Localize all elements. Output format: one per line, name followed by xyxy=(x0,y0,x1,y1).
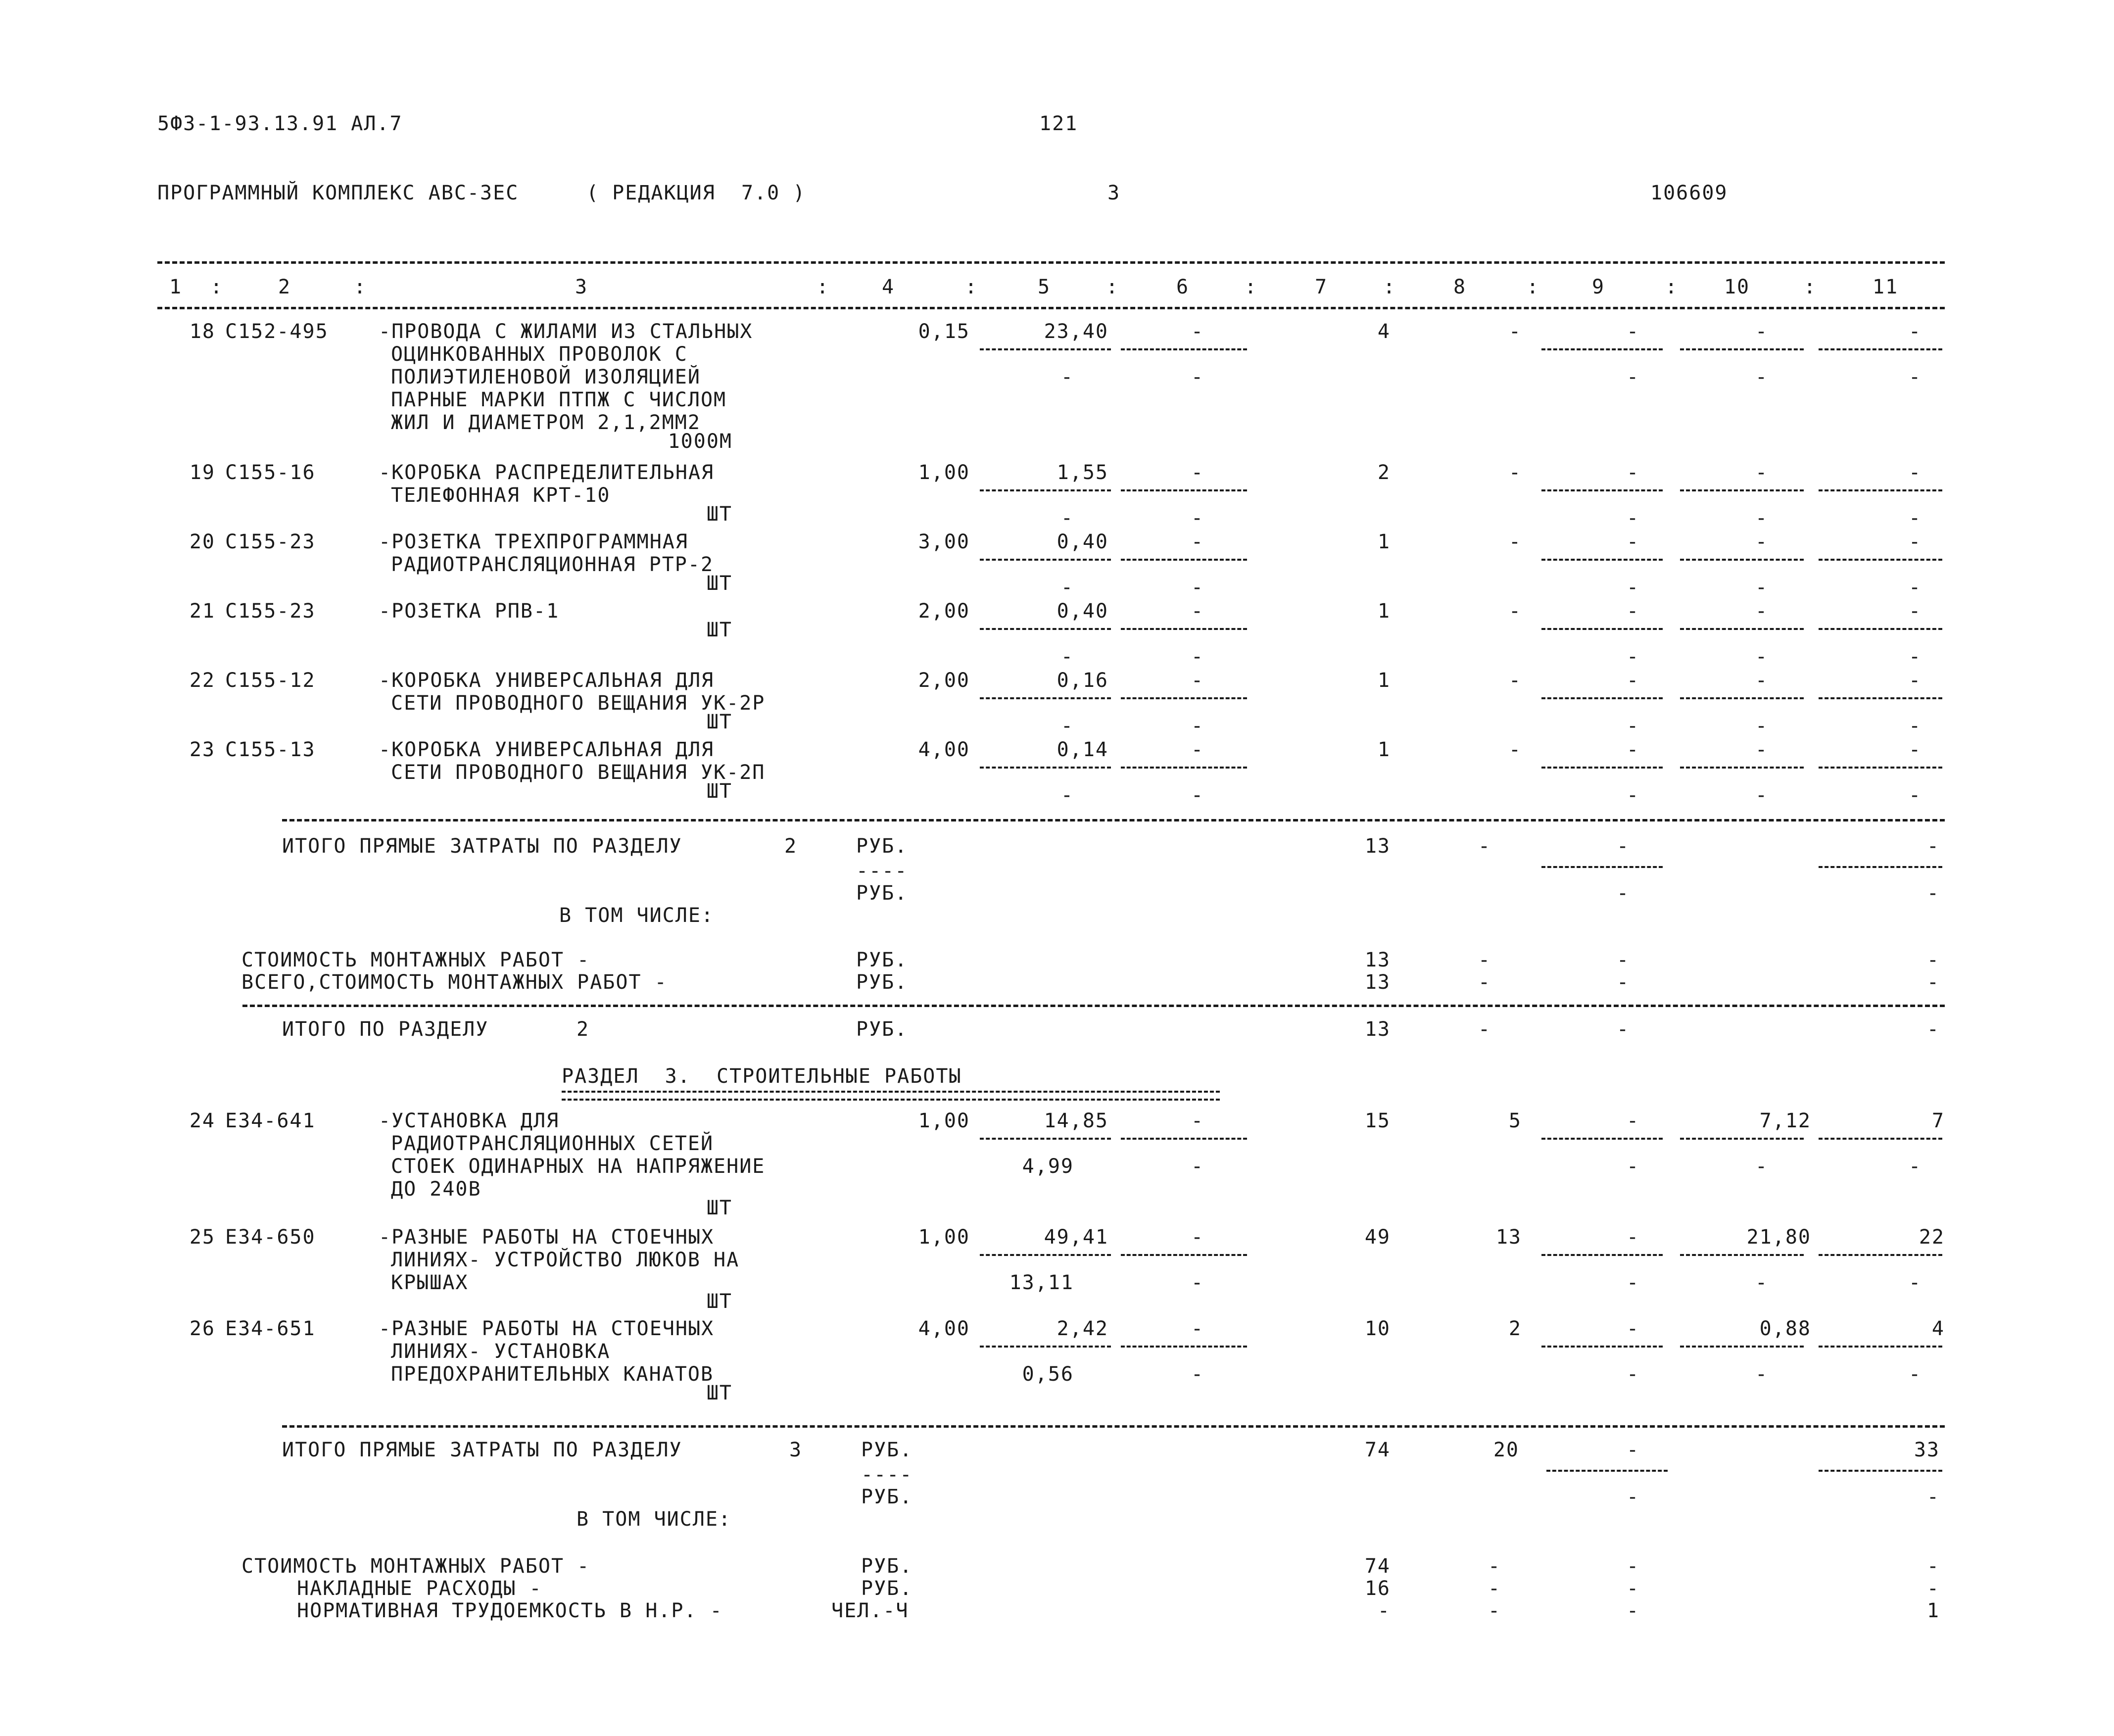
total-3-including: В ТОМ ЧИСЛЕ: xyxy=(577,1508,731,1531)
row-col9: - xyxy=(1626,461,1640,484)
row-col10: - xyxy=(1755,600,1769,623)
row-col11-b: - xyxy=(1908,645,1922,668)
cell-separator xyxy=(1541,697,1663,699)
row-description-line: ПАРНЫЕ МАРКИ ПТПЖ С ЧИСЛОМ xyxy=(391,388,727,411)
row-quantity: 1,00 xyxy=(918,461,970,484)
row-col5-b: 13,11 xyxy=(1009,1271,1074,1294)
row-col10: 7,12 xyxy=(1759,1109,1811,1132)
row-col7: 10 xyxy=(1364,1317,1391,1340)
row-description-line: -УСТАНОВКА ДЛЯ xyxy=(379,1109,560,1132)
row-number: 21 xyxy=(189,600,215,623)
col-head-8: 8 xyxy=(1453,276,1467,298)
document-id: 106609 xyxy=(1650,182,1728,204)
row-col11: 7 xyxy=(1931,1109,1945,1132)
total-2-col11: - xyxy=(1926,835,1940,858)
cell-separator xyxy=(1541,628,1663,630)
row-col5: 1,55 xyxy=(1057,461,1108,484)
cell-separator xyxy=(980,1138,1111,1140)
program-name: ПРОГРАММНЫЙ КОМПЛЕКС АВС-3ЕС xyxy=(157,182,519,204)
row-col8: - xyxy=(1508,669,1522,692)
cell-separator xyxy=(1680,559,1804,561)
cell-separator xyxy=(980,559,1111,561)
row-col11: 4 xyxy=(1931,1317,1945,1340)
row-col10-b: - xyxy=(1755,576,1769,599)
cell-separator xyxy=(1541,559,1663,561)
cell-separator xyxy=(1121,628,1247,630)
row-col6-b: - xyxy=(1191,715,1204,737)
row-col11-b: - xyxy=(1908,576,1922,599)
total-2-col8: - xyxy=(1478,835,1491,858)
row-col10: - xyxy=(1755,461,1769,484)
row-quantity: 4,00 xyxy=(918,738,970,761)
row-description-line: РАДИОТРАНСЛЯЦИОННАЯ РТР-2 xyxy=(391,553,714,576)
total-2-unit-sep: ---- xyxy=(856,860,908,882)
row-col8: - xyxy=(1508,320,1522,343)
row-description-line: -РОЗЕТКА РПВ-1 xyxy=(379,600,560,623)
row-unit: ШТ xyxy=(706,572,732,595)
row-col6-b: - xyxy=(1191,576,1204,599)
row-col11: - xyxy=(1908,320,1922,343)
cell-separator xyxy=(1541,489,1663,491)
row-description-line: СЕТИ ПРОВОДНОГО ВЕЩАНИЯ УК-2П xyxy=(391,761,766,784)
row-description-line: -РОЗЕТКА ТРЕХПРОГРАММНАЯ xyxy=(379,530,688,553)
cell-separator xyxy=(1819,767,1942,769)
col-head-1: 1 xyxy=(169,276,183,298)
row-col5-b: - xyxy=(1060,366,1074,388)
row-quantity: 0,15 xyxy=(918,320,970,343)
row-code: С155-23 xyxy=(225,530,316,553)
row-quantity: 4,00 xyxy=(918,1317,970,1340)
cell-separator xyxy=(980,1346,1111,1348)
row-col9: - xyxy=(1626,669,1640,692)
cell-separator xyxy=(1680,348,1804,350)
row-col6: - xyxy=(1191,669,1204,692)
row-unit: ШТ xyxy=(706,780,732,803)
row-col9-b: - xyxy=(1626,366,1640,388)
row-col8: - xyxy=(1508,600,1522,623)
section-number: 3 xyxy=(1107,182,1121,204)
cell-separator xyxy=(980,489,1111,491)
row-col10-b: - xyxy=(1755,645,1769,668)
total-2-including: В ТОМ ЧИСЛЕ: xyxy=(559,904,714,927)
row-col9: - xyxy=(1626,738,1640,761)
cell-separator xyxy=(1819,559,1942,561)
row-col9: - xyxy=(1626,1317,1640,1340)
row-col6-b: - xyxy=(1191,507,1204,530)
col-head-11: 11 xyxy=(1872,276,1899,298)
row-col5-b: - xyxy=(1060,576,1074,599)
row-col5-b: - xyxy=(1060,507,1074,530)
row-col9: - xyxy=(1626,320,1640,343)
total-2-line-1-label: СТОИМОСТЬ МОНТАЖНЫХ РАБОТ - xyxy=(241,949,590,971)
row-col6: - xyxy=(1191,461,1204,484)
row-code: С152-495 xyxy=(225,320,329,343)
total-3-unit: РУБ. xyxy=(861,1439,913,1461)
cell-separator xyxy=(1541,767,1663,769)
cell-separator xyxy=(1680,1138,1804,1140)
row-col9-b: - xyxy=(1626,1155,1640,1178)
total-3-rule xyxy=(282,1425,1945,1428)
cell-separator xyxy=(1819,489,1942,491)
row-col10: - xyxy=(1755,530,1769,553)
cell-separator xyxy=(1819,697,1942,699)
row-number: 24 xyxy=(189,1109,215,1132)
total-2-col9: - xyxy=(1616,835,1630,858)
row-col6: - xyxy=(1191,1226,1204,1249)
row-description-line: ОЦИНКОВАННЫХ ПРОВОЛОК С xyxy=(391,343,688,366)
total-2-unit-2: РУБ. xyxy=(856,882,908,905)
row-col10: - xyxy=(1755,669,1769,692)
row-col6: - xyxy=(1191,1109,1204,1132)
cell-separator xyxy=(980,628,1111,630)
cell-separator xyxy=(1819,1138,1942,1140)
row-col11: - xyxy=(1908,461,1922,484)
cell-separator xyxy=(1121,767,1247,769)
row-col6: - xyxy=(1191,320,1204,343)
row-col8: - xyxy=(1508,530,1522,553)
row-col5: 0,40 xyxy=(1057,530,1108,553)
row-col5-b: - xyxy=(1060,715,1074,737)
row-col5: 0,14 xyxy=(1057,738,1108,761)
total-2-sum-label: ИТОГО ПО РАЗДЕЛУ xyxy=(282,1018,489,1041)
cell-separator xyxy=(1680,1254,1804,1256)
row-unit: ШТ xyxy=(706,619,732,641)
row-code: С155-23 xyxy=(225,600,316,623)
row-description-line: СТОЕК ОДИНАРНЫХ НА НАПРЯЖЕНИЕ xyxy=(391,1155,766,1178)
cell-separator xyxy=(1680,489,1804,491)
row-col10-b: - xyxy=(1755,1363,1769,1386)
section-3-title: РАЗДЕЛ 3. СТРОИТЕЛЬНЫЕ РАБОТЫ xyxy=(562,1065,962,1088)
row-col10: - xyxy=(1755,738,1769,761)
row-description-line: -КОРОБКА РАСПРЕДЕЛИТЕЛЬНАЯ xyxy=(379,461,715,484)
row-col11-b: - xyxy=(1908,1155,1922,1178)
row-code: С155-12 xyxy=(225,669,316,692)
total-2-col7: 13 xyxy=(1364,835,1391,858)
row-number: 20 xyxy=(189,530,215,553)
total-2-unit: РУБ. xyxy=(856,835,908,858)
total-2-rule xyxy=(282,819,1945,821)
row-col5-b: - xyxy=(1060,784,1074,807)
row-col10-b: - xyxy=(1755,715,1769,737)
row-col10-b: - xyxy=(1755,507,1769,530)
row-col5-b: - xyxy=(1060,645,1074,668)
row-col10: 0,88 xyxy=(1759,1317,1811,1340)
row-number: 19 xyxy=(189,461,215,484)
cell-separator xyxy=(1819,628,1942,630)
row-col6-b: - xyxy=(1191,366,1204,388)
row-col7: 2 xyxy=(1377,461,1391,484)
page-number: 121 xyxy=(1039,112,1078,135)
row-col11: - xyxy=(1908,530,1922,553)
row-col6-b: - xyxy=(1191,1271,1204,1294)
row-col5-b: 4,99 xyxy=(1022,1155,1074,1178)
row-col9: - xyxy=(1626,600,1640,623)
row-number: 23 xyxy=(189,738,215,761)
row-col9-b: - xyxy=(1626,507,1640,530)
cell-separator xyxy=(1680,697,1804,699)
row-description-line: ЛИНИЯХ- УСТРОЙСТВО ЛЮКОВ НА xyxy=(391,1249,740,1271)
row-col11-b: - xyxy=(1908,784,1922,807)
cell-separator xyxy=(1121,1254,1247,1256)
cell-separator xyxy=(1121,348,1247,350)
row-col10-b: - xyxy=(1755,1271,1769,1294)
row-description-line: КРЫШАХ xyxy=(391,1271,469,1294)
row-quantity: 1,00 xyxy=(918,1109,970,1132)
row-code: С155-13 xyxy=(225,738,316,761)
row-col10-b: - xyxy=(1755,784,1769,807)
row-number: 22 xyxy=(189,669,215,692)
total-2-label: ИТОГО ПРЯМЫЕ ЗАТРАТЫ ПО РАЗДЕЛУ xyxy=(282,835,682,858)
col-head-2: 2 xyxy=(278,276,291,298)
section-3-title-underline xyxy=(562,1091,1220,1101)
row-col10: - xyxy=(1755,320,1769,343)
row-code: Е34-641 xyxy=(225,1109,316,1132)
row-col5: 49,41 xyxy=(1044,1226,1108,1249)
cell-separator xyxy=(1680,1346,1804,1348)
col-head-3: 3 xyxy=(575,276,588,298)
row-code: С155-16 xyxy=(225,461,316,484)
header-top-rule xyxy=(157,261,1945,264)
cell-separator xyxy=(1819,348,1942,350)
cell-separator xyxy=(980,697,1111,699)
row-col9: - xyxy=(1626,530,1640,553)
row-col6-b: - xyxy=(1191,645,1204,668)
row-col9-b: - xyxy=(1626,576,1640,599)
row-col9: - xyxy=(1626,1109,1640,1132)
row-description-line: ЖИЛ И ДИАМЕТРОМ 2,1,2ММ2 xyxy=(391,411,701,434)
cell-separator xyxy=(1121,489,1247,491)
total-2-col11-b: - xyxy=(1926,882,1940,905)
row-number: 26 xyxy=(189,1317,215,1340)
row-col9-b: - xyxy=(1626,715,1640,737)
row-col5-b: 0,56 xyxy=(1022,1363,1074,1386)
row-col6: - xyxy=(1191,738,1204,761)
total-3-label: ИТОГО ПРЯМЫЕ ЗАТРАТЫ ПО РАЗДЕЛУ xyxy=(282,1439,682,1461)
row-col5: 14,85 xyxy=(1044,1109,1108,1132)
row-col7: 4 xyxy=(1377,320,1391,343)
total-2-col9-b: - xyxy=(1616,882,1630,905)
row-col11-b: - xyxy=(1908,507,1922,530)
row-col6: - xyxy=(1191,600,1204,623)
cell-separator xyxy=(1541,348,1663,350)
cell-separator xyxy=(980,348,1111,350)
row-unit: ШТ xyxy=(706,503,732,526)
row-col6-b: - xyxy=(1191,784,1204,807)
row-col7: 1 xyxy=(1377,669,1391,692)
cell-separator xyxy=(1121,1138,1247,1140)
row-quantity: 3,00 xyxy=(918,530,970,553)
row-number: 18 xyxy=(189,320,215,343)
row-col11: - xyxy=(1908,738,1922,761)
row-description-line: ПОЛИЭТИЛЕНОВОЙ ИЗОЛЯЦИЕЙ xyxy=(391,366,701,388)
row-col6-b: - xyxy=(1191,1155,1204,1178)
total-3-section: 3 xyxy=(789,1439,803,1461)
row-col9: - xyxy=(1626,1226,1640,1249)
row-description-line: ДО 240В xyxy=(391,1178,481,1201)
col-head-10: 10 xyxy=(1724,276,1750,298)
cell-separator xyxy=(980,1254,1111,1256)
col-head-6: 6 xyxy=(1176,276,1190,298)
row-unit: ШТ xyxy=(706,711,732,733)
row-description-line: ЛИНИЯХ- УСТАНОВКА xyxy=(391,1340,611,1363)
row-col9-b: - xyxy=(1626,784,1640,807)
row-col11-b: - xyxy=(1908,1363,1922,1386)
row-col10: 21,80 xyxy=(1746,1226,1811,1249)
cell-separator xyxy=(1680,628,1804,630)
row-col5: 2,42 xyxy=(1057,1317,1108,1340)
total-2-line-2-label: ВСЕГО,СТОИМОСТЬ МОНТАЖНЫХ РАБОТ - xyxy=(241,971,668,994)
total-2-section: 2 xyxy=(784,835,798,858)
row-col7: 1 xyxy=(1377,530,1391,553)
row-description-line: ТЕЛЕФОННАЯ КРТ-10 xyxy=(391,484,611,507)
row-col5: 23,40 xyxy=(1044,320,1108,343)
row-description-line: -РАЗНЫЕ РАБОТЫ НА СТОЕЧНЫХ xyxy=(379,1226,715,1249)
cell-separator xyxy=(1541,1346,1663,1348)
row-unit: ШТ xyxy=(706,1382,732,1404)
row-col9-b: - xyxy=(1626,1271,1640,1294)
cell-separator xyxy=(1121,559,1247,561)
row-col8: 13 xyxy=(1495,1226,1522,1249)
row-col6: - xyxy=(1191,1317,1204,1340)
row-col7: 1 xyxy=(1377,600,1391,623)
row-col11: - xyxy=(1908,669,1922,692)
cell-separator xyxy=(1121,1346,1247,1348)
row-col10-b: - xyxy=(1755,366,1769,388)
row-col11-b: - xyxy=(1908,1271,1922,1294)
row-col6-b: - xyxy=(1191,1363,1204,1386)
col-head-5: 5 xyxy=(1037,276,1051,298)
row-description-line: СЕТИ ПРОВОДНОГО ВЕЩАНИЯ УК-2Р xyxy=(391,692,766,715)
row-col5: 0,16 xyxy=(1057,669,1108,692)
col-head-7: 7 xyxy=(1314,276,1328,298)
col-head-4: 4 xyxy=(881,276,895,298)
row-col10-b: - xyxy=(1755,1155,1769,1178)
col-head-9: 9 xyxy=(1591,276,1605,298)
row-col7: 15 xyxy=(1364,1109,1391,1132)
row-col11-b: - xyxy=(1908,366,1922,388)
row-unit: ШТ xyxy=(706,1197,732,1219)
row-quantity: 2,00 xyxy=(918,600,970,623)
row-col11: - xyxy=(1908,600,1922,623)
header-bottom-rule xyxy=(157,307,1945,309)
row-unit: 1000М xyxy=(668,430,732,453)
row-col6: - xyxy=(1191,530,1204,553)
row-description-line: -КОРОБКА УНИВЕРСАЛЬНАЯ ДЛЯ xyxy=(379,738,715,761)
cell-separator xyxy=(1541,1138,1663,1140)
row-col11-b: - xyxy=(1908,715,1922,737)
row-description-line: ПРЕДОХРАНИТЕЛЬНЫХ КАНАТОВ xyxy=(391,1363,714,1386)
row-col9-b: - xyxy=(1626,1363,1640,1386)
row-quantity: 2,00 xyxy=(918,669,970,692)
row-col8: - xyxy=(1508,738,1522,761)
row-col9-b: - xyxy=(1626,645,1640,668)
row-number: 25 xyxy=(189,1226,215,1249)
cell-separator xyxy=(980,767,1111,769)
cell-separator xyxy=(1541,1254,1663,1256)
row-col8: - xyxy=(1508,461,1522,484)
row-col5: 0,40 xyxy=(1057,600,1108,623)
row-col7: 49 xyxy=(1364,1226,1391,1249)
row-col8: 2 xyxy=(1508,1317,1522,1340)
cell-separator xyxy=(1121,697,1247,699)
row-col8: 5 xyxy=(1508,1109,1522,1132)
row-description-line: -ПРОВОДА С ЖИЛАМИ ИЗ СТАЛЬНЫХ xyxy=(379,320,753,343)
cell-separator xyxy=(1819,1346,1942,1348)
row-col7: 1 xyxy=(1377,738,1391,761)
row-description-line: -КОРОБКА УНИВЕРСАЛЬНАЯ ДЛЯ xyxy=(379,669,715,692)
program-edition: ( РЕДАКЦИЯ 7.0 ) xyxy=(586,182,806,204)
row-description-line: -РАЗНЫЕ РАБОТЫ НА СТОЕЧНЫХ xyxy=(379,1317,715,1340)
doc-code: 5Ф3-1-93.13.91 АЛ.7 xyxy=(157,112,403,135)
row-code: Е34-650 xyxy=(225,1226,316,1249)
row-unit: ШТ xyxy=(706,1290,732,1313)
row-quantity: 1,00 xyxy=(918,1226,970,1249)
cell-separator xyxy=(1680,767,1804,769)
row-description-line: РАДИОТРАНСЛЯЦИОННЫХ СЕТЕЙ xyxy=(391,1132,714,1155)
cell-separator xyxy=(1819,1254,1942,1256)
row-code: Е34-651 xyxy=(225,1317,316,1340)
row-col11: 22 xyxy=(1919,1226,1945,1249)
